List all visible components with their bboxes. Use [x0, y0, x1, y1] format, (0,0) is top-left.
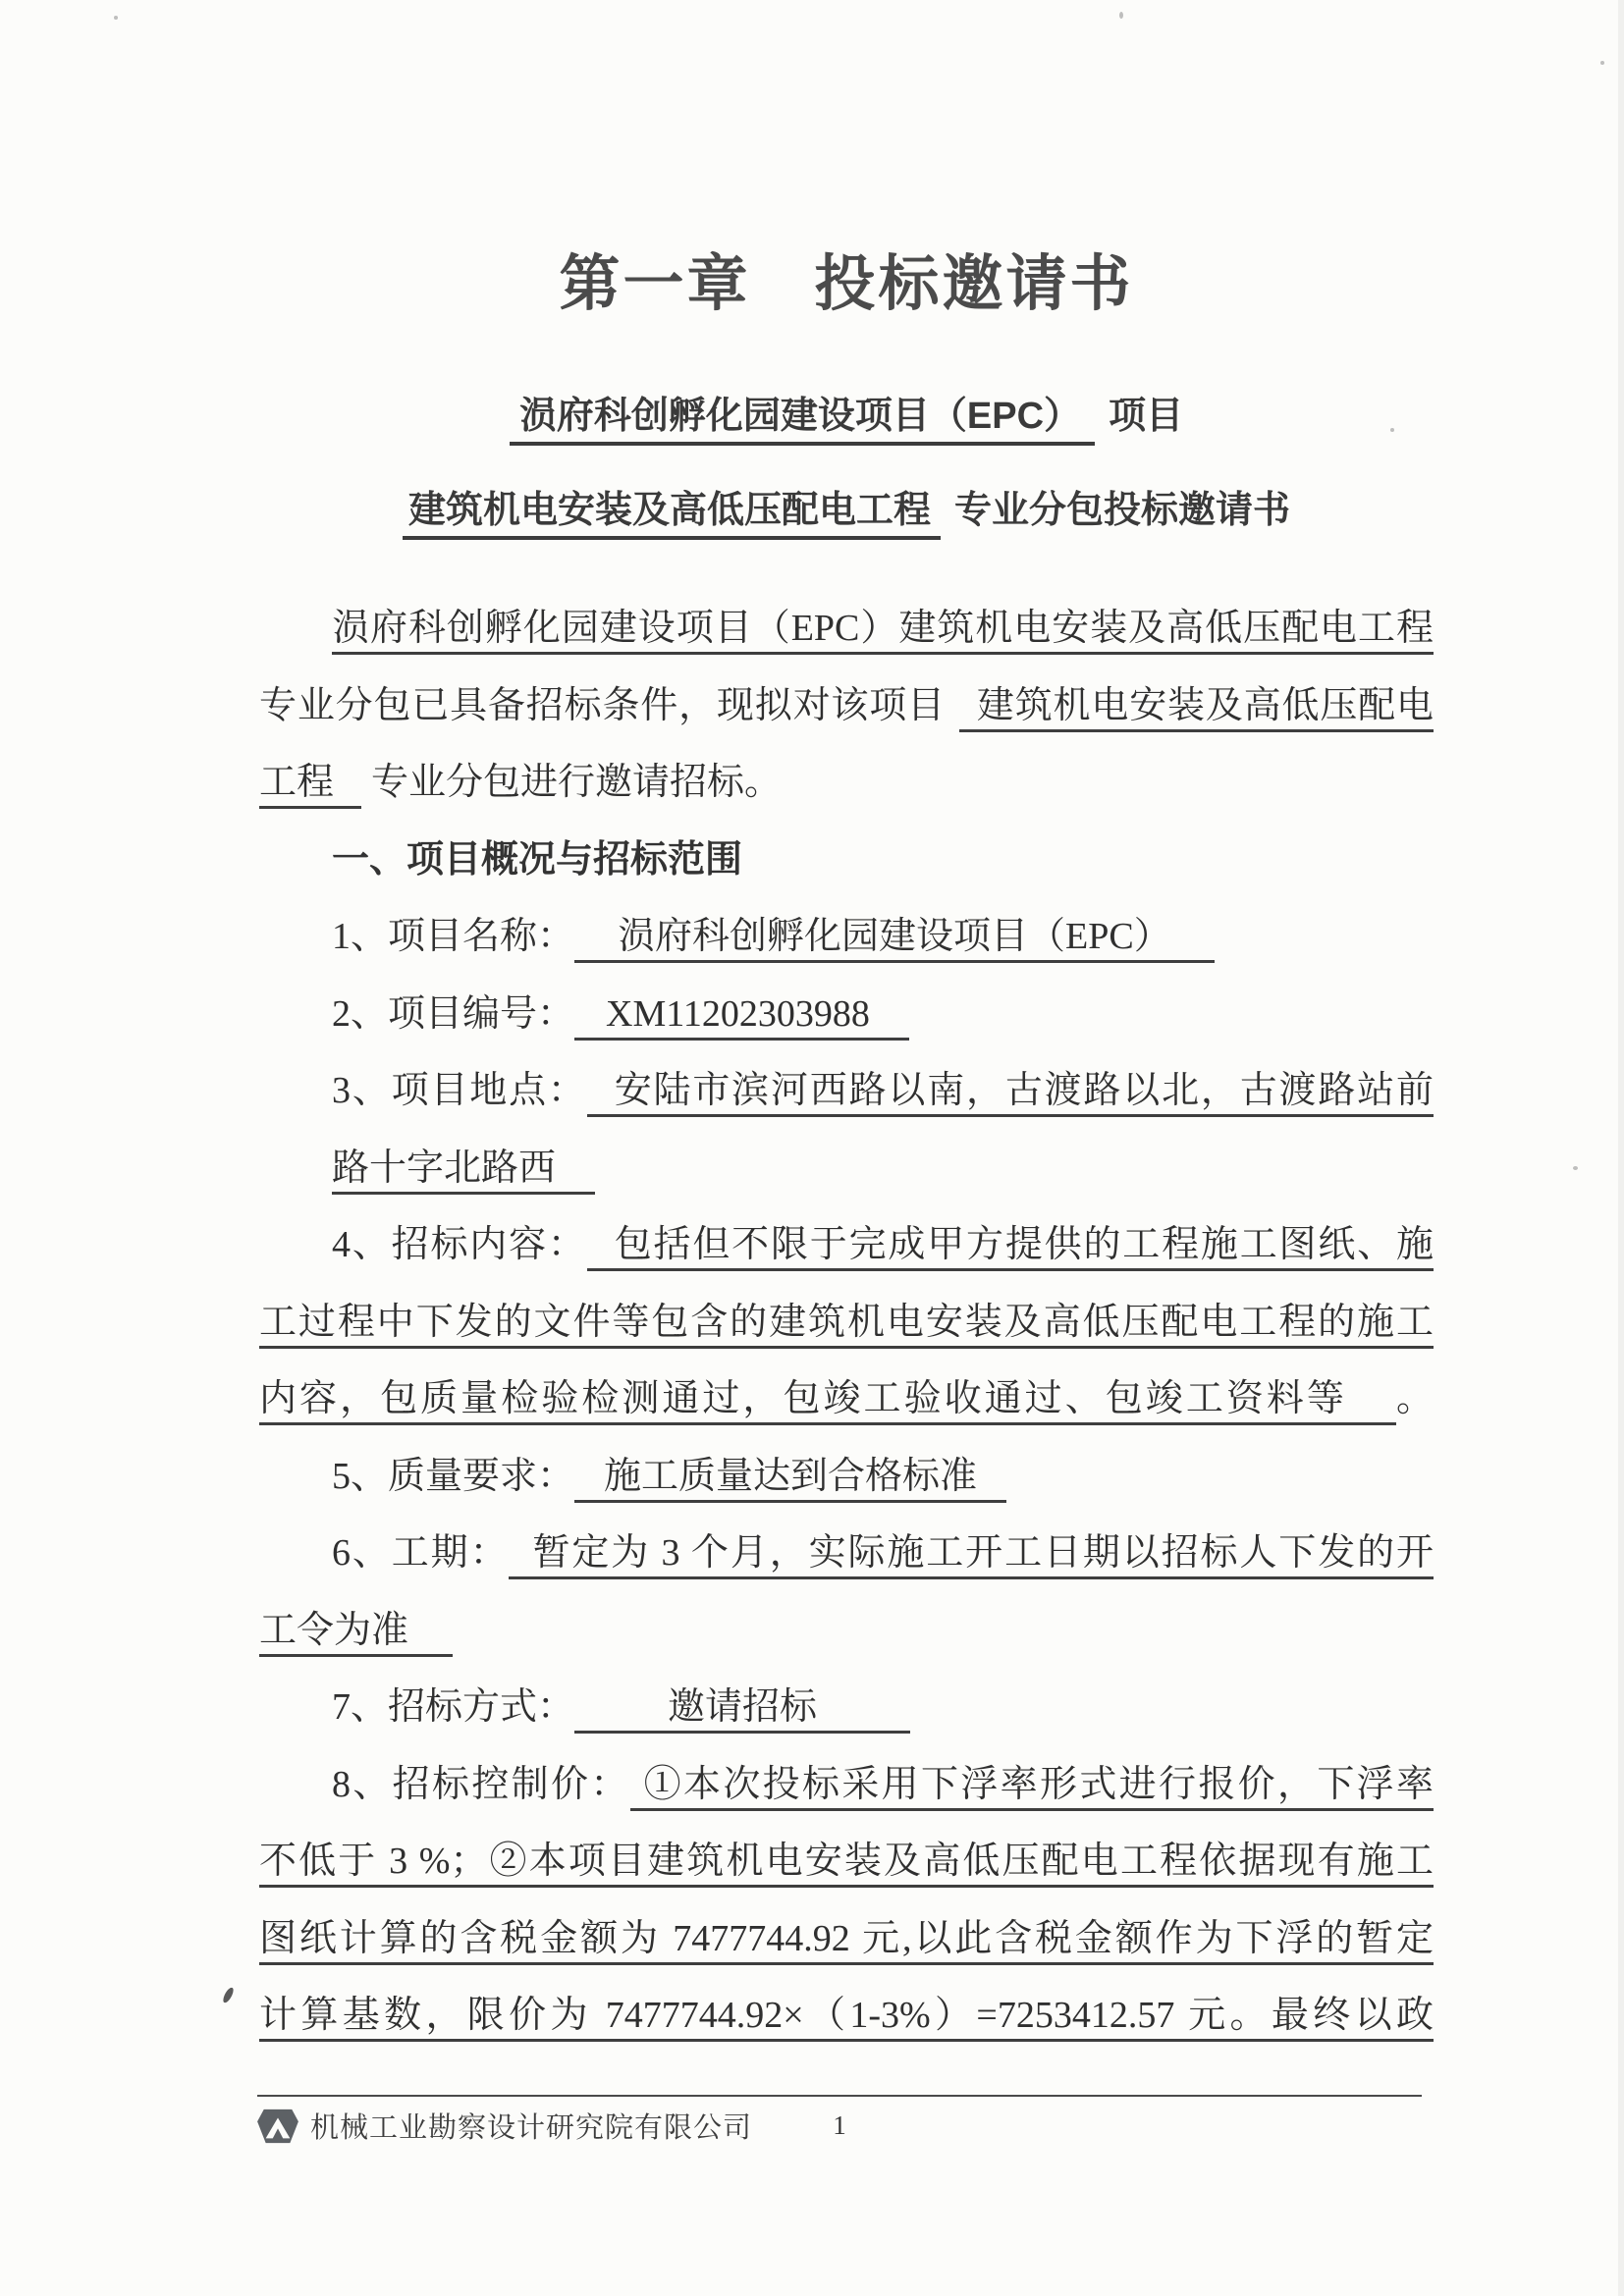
item-3-value-line-1: 安陆市滨河西路以南，古渡路以北，古渡路站前: [587, 1070, 1434, 1117]
intro-line-2: [259, 667, 1434, 745]
subtitle1-underlined-text: 涢府科创孵化园建设项目（EPC）: [510, 396, 1095, 446]
item-3-value-line-2: 路十字北路西: [332, 1148, 595, 1195]
intro-line-2-plain: 专业分包已具备招标条件，现拟对该项目: [259, 684, 946, 726]
intro-line-3-underlined: 工程: [259, 762, 361, 809]
document-body: [259, 590, 1434, 2055]
intro-line-1: [259, 590, 1434, 667]
section-1-heading: 一、项目概况与招标范围: [332, 838, 743, 881]
scan-speck: [1573, 1166, 1578, 1170]
intro-line-3-plain: 专业分包进行邀请招标。: [371, 762, 783, 803]
item-4-label: 4、招标内容：: [332, 1224, 587, 1265]
item-1-project-name: [259, 898, 1434, 976]
intro-line-3: [259, 744, 1434, 822]
page-number: 1: [833, 2110, 846, 2140]
project-name-subtitle: [259, 391, 1434, 442]
subtitle1-plain-text: 项目: [1109, 396, 1184, 437]
scan-speck: [1390, 428, 1394, 432]
item-8-price-line-3: [259, 1900, 1434, 1978]
item-5-value: 施工质量达到合格标准: [574, 1456, 1006, 1503]
item-2-value: XM11202303988: [574, 993, 909, 1041]
item-4-content-line-1: [259, 1206, 1434, 1284]
item-8-value-line-4: 计算基数，限价为 7477744.92×（1-3%）=7253412.57 元。最终以政: [259, 1995, 1434, 2042]
item-3-location-line-1: [259, 1052, 1434, 1130]
item-6-value-line-1: 暂定为 3 个月，实际施工开工日期以招标人下发的开: [509, 1532, 1434, 1579]
item-1-value: 涢府科创孵化园建设项目（EPC）: [574, 916, 1215, 963]
chapter-title: 第一章 投标邀请书: [559, 250, 1134, 318]
item-3-label: 3、项目地点：: [332, 1070, 587, 1111]
item-4-value-line-1: 包括但不限于完成甲方提供的工程施工图纸、施: [587, 1224, 1434, 1271]
item-5-quality: [259, 1438, 1434, 1516]
subtitle2-plain-text: 专业分包投标邀请书: [954, 490, 1291, 531]
item-6-value-line-2: 工令为准: [259, 1610, 453, 1657]
item-8-price-line-1: [259, 1746, 1434, 1824]
item-4-value-line-3-period: 。: [1395, 1378, 1434, 1419]
scan-speck: [1600, 61, 1604, 65]
item-7-value: 邀请招标: [574, 1686, 910, 1734]
item-6-duration-line-2: [259, 1592, 1434, 1670]
company-logo-icon: [257, 2108, 298, 2145]
footer-company-name: 机械工业勘察设计研究院有限公司: [310, 2112, 753, 2144]
item-3-location-line-2: [259, 1130, 1434, 1207]
item-4-content-line-2: [259, 1284, 1434, 1362]
intro-line-2-underlined: 建筑机电安装及高低压配电: [959, 685, 1434, 732]
item-4-content-line-3: [259, 1361, 1434, 1438]
scan-speck: [1119, 12, 1123, 19]
item-4-value-line-3: 内容，包质量检验检测通过，包竣工验收通过、包竣工资料等: [259, 1378, 1396, 1425]
scan-edge-artifact: [1618, 0, 1624, 2296]
item-8-value-line-2: 不低于 3 %；②本项目建筑机电安装及高低压配电工程依据现有施工: [259, 1841, 1434, 1888]
item-6-duration-line-1: [259, 1515, 1434, 1592]
subtitle2-underlined-text: 建筑机电安装及高低压配电工程: [403, 490, 941, 540]
item-1-label: 1、项目名称：: [332, 916, 575, 957]
item-8-price-line-4: [259, 1977, 1434, 2055]
item-7-label: 7、招标方式：: [332, 1686, 575, 1728]
item-8-price-line-2: [259, 1823, 1434, 1900]
item-2-project-number: [259, 976, 1434, 1053]
item-6-label: 6、工期：: [332, 1532, 510, 1574]
page-footer: [257, 2095, 1422, 2146]
item-4-value-line-2: 工过程中下发的文件等包含的建筑机电安装及高低压配电工程的施工: [259, 1302, 1434, 1349]
item-5-label: 5、质量要求：: [332, 1455, 575, 1497]
item-7-method: [259, 1669, 1434, 1746]
tender-invitation-subtitle: [259, 485, 1434, 536]
intro-line-1-underlined: 涢府科创孵化园建设项目（EPC）建筑机电安装及高低压配电工程: [332, 608, 1434, 655]
item-8-value-line-3: 图纸计算的含税金额为 7477744.92 元,以此含税金额作为下浮的暂定: [259, 1918, 1434, 1965]
footer-row: [257, 2097, 1422, 2146]
scan-speck: [114, 16, 118, 20]
item-2-label: 2、项目编号：: [332, 992, 575, 1035]
item-8-value-line-1: ①本次投标采用下浮率形式进行报价，下浮率: [630, 1764, 1434, 1811]
pen-mark: [222, 1986, 235, 2003]
item-8-label: 8、招标控制价：: [332, 1763, 630, 1805]
